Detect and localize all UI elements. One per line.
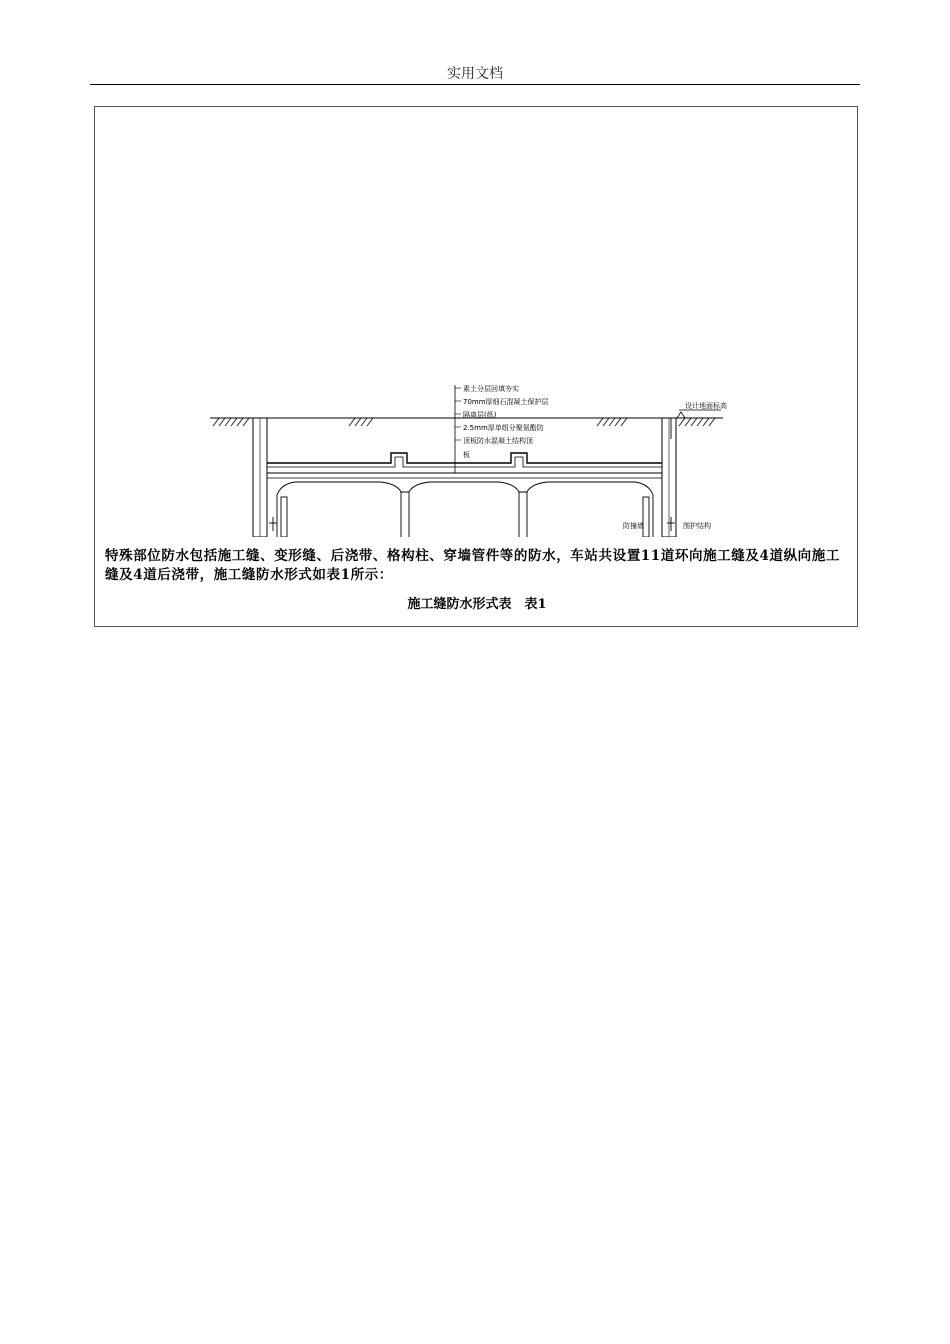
ground-hatch-left [213,418,373,426]
layer-label: 素土分层回填夯实 [463,385,519,393]
callout-ticks [455,388,461,440]
table-caption: 施工缝防水形式表 表1 [407,597,547,612]
retaining-wall-left [253,418,267,537]
layer-label: 板 [463,451,470,459]
layer-label: 2.5mm厚单组分聚氨酯防 [463,424,544,432]
cross-section-drawing [95,107,859,537]
layer-label: 70mm厚细石混凝土保护层 [463,398,549,406]
layer-label: 隔离层(纸) [463,411,497,419]
header-rule [90,84,860,85]
wall-label: 防撞墙 [623,522,644,530]
ground-hatch-right [597,418,715,426]
station-interior [277,482,653,537]
ground-label: 设计地面标高 [685,402,727,410]
body-paragraph: 特殊部位防水包括施工缝、变形缝、后浇带、格构柱、穿墙管件等的防水，车站共设置11道环向施工缝及4道纵向施工缝及4道后浇带，施工缝防水形式如表1所示： [105,548,840,583]
ground-elevation-marker [677,410,721,418]
retaining-wall-right [662,418,676,537]
content-box [94,106,858,627]
retaining-label: 围护结构 [683,522,711,530]
page-header: 实用文档 [447,66,503,82]
layer-label: 顶板防水混凝土结构顶 [463,437,533,445]
wall-markers [269,418,675,531]
